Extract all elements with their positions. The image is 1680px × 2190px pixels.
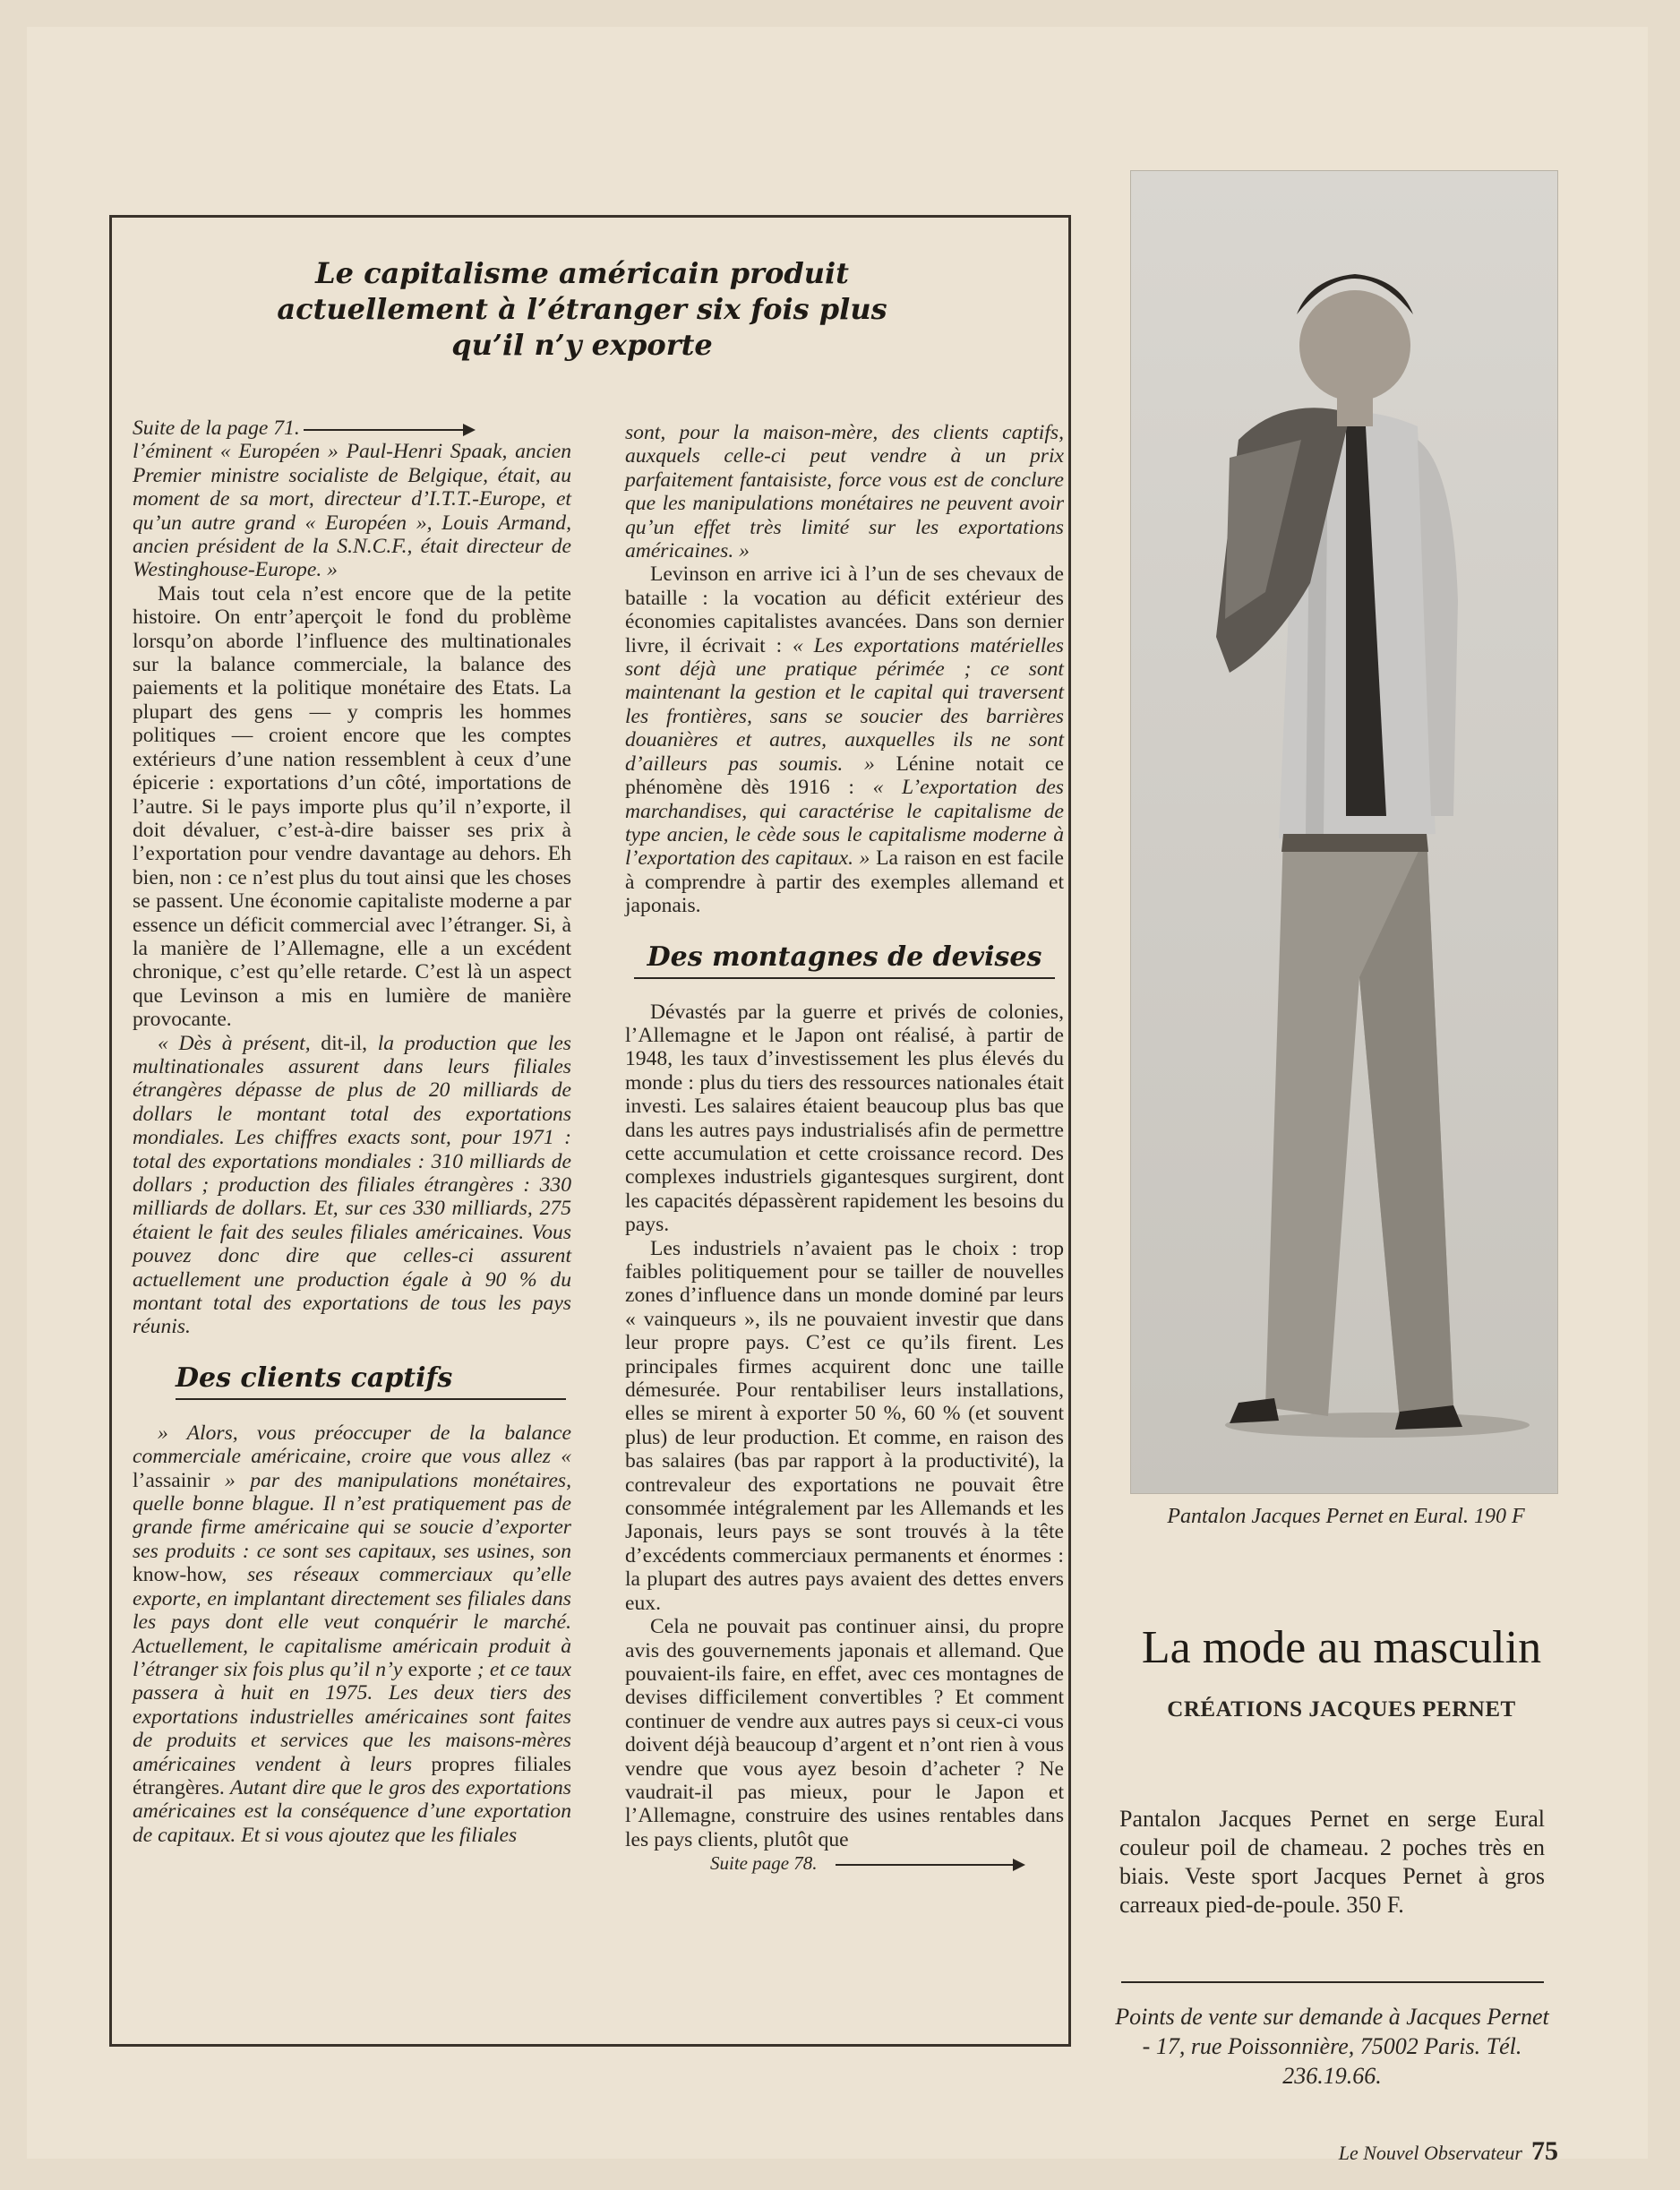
text-run: ses réseaux commerciaux qu’elle exporte, en implantant directement ses filiales dans les pays dont elle veut conquérir le marché. Actuellement, le capitalisme américain produit à l’étranger six fois plus qu’il n’y: [133, 1563, 571, 1681]
divider: [1121, 1981, 1544, 1983]
page-number: 75: [1531, 2136, 1558, 2166]
fashion-title: La mode au masculin: [1141, 1622, 1542, 1673]
continued-from-text: Suite de la page 71.: [133, 417, 300, 440]
text-run: exporte: [407, 1657, 472, 1681]
section-heading: Des clients captifs: [176, 1362, 566, 1400]
text-run: ; et ce taux passera à huit en 1975. Les deux tiers des exportations industrielles américaines sont faites de produits et services que les maisons-mères américaines vendent à leurs: [133, 1657, 571, 1776]
right-arrow-icon: [304, 429, 474, 431]
paragraph: Les industriels n’avaient pas le choix : trop faibles politiquement pour se tailler de nouvelles zones d’influence dans un monde dominé par leurs « vainqueurs », ils ne pouvaient investir que dans leur propre pays. C’est ce qu’ils firent. Les principales firmes acquirent donc une taille démesurée. Pour rentabiliser leurs installations, elles se mirent à exporter 50 %, 60 % (et souvent plus) de leur production. Et comme, en raison des bas salaires (bas par rapport à la productivité), la contrevaleur des exportations ne pouvait être consommée intégralement par les Allemands et les Japonais, leurs pays se sont trouvés à la tête d’excédents commerciaux permanents et énormes : la plupart des autres pays avaient des dettes envers eux.: [625, 1236, 1064, 1615]
fashion-description: Pantalon Jacques Pernet en serge Eural couleur poil de chameau. 2 poches très en biais. Veste sport Jacques Pernet à gros carreaux pied-de-poule. 350 F.: [1119, 1806, 1545, 1918]
article-column-2: [625, 421, 1064, 1876]
photo-caption: Pantalon Jacques Pernet en Eural. 190 F: [1167, 1505, 1525, 1528]
fashion-subtitle: CRÉATIONS JACQUES PERNET: [1167, 1697, 1516, 1722]
quote-attribution: dit-il,: [310, 1031, 378, 1055]
article-column-1: [133, 417, 571, 1847]
text-run: « Les exportations matérielles sont déjà une pratique périmée ; ce sont maintenant la gestion et le capital qui traversent les frontières, sans se soucier des barrières douanières et autres, auxquelles ils ne sont d’ailleurs pas soumis. »: [625, 633, 1064, 776]
text-run: propres filiales étrangères.: [133, 1752, 571, 1799]
paragraph: [625, 563, 1064, 917]
section-heading: Des montagnes de devises: [634, 941, 1055, 979]
continued-from-label: [133, 417, 571, 440]
man-in-suit-illustration: [1131, 171, 1558, 1494]
text-run: Autant dire que le gros des exportations américaines est la conséquence d’une exportation de capitaux. Et si vous ajoutez que les filiales: [133, 1775, 571, 1847]
magazine-name: Le Nouvel Observateur: [1338, 2142, 1522, 2164]
points-de-vente: Points de vente sur demande à Jacques Pernet - 17, rue Poissonnière, 75002 Paris. Tél. 236.19.66.: [1115, 2004, 1549, 2089]
article-headline: Le capitalisme américain produit actuellement à l’étranger six fois plus qu’il n’y exporte: [277, 256, 887, 362]
page-footer: [1272, 2136, 1558, 2167]
continued-on-text: Suite page 78.: [710, 1852, 818, 1875]
paragraph: [133, 1421, 571, 1847]
text-run: » Alors, vous préoccuper de la balance commerciale américaine, croire que vous allez «: [133, 1421, 571, 1469]
paragraph: l’éminent « Européen » Paul-Henri Spaak, ancien Premier ministre socialiste de Belgique, était, au moment de sa mort, directeur d’I.T.T.-Europe, et qu’un autre grand « Européen », Louis Armand, ancien président de la S.N.C.F., était directeur de Westinghouse-Europe. »: [133, 440, 571, 582]
text-run: know-how,: [133, 1563, 227, 1587]
text-run: Levinson en arrive ici à l’un de ses chevaux de bataille : la vocation au déficit extérieur des économies capitalistes avancées. Dans son dernier livre, il écrivait :: [625, 563, 1064, 657]
quote-body: la production que les multinationales assurent dans leurs filiales étrangères dépasse de plus de 20 milliards de dollars le montant total des exportations mondiales. Les chiffres exacts sont, pour 1971 : total des exportations mondiales : 310 milliards de dollars ; production des filiales étrangères : 330 milliards de dollars. Et, sur ces 330 milliards, 275 étaient le fait des seules filiales américaines. Vous pouvez donc dire que celles-ci assurent actuellement une production égale à 90 % du montant total des exportations de tous les pays réunis.: [133, 1031, 571, 1339]
fashion-photo: [1130, 170, 1558, 1494]
text-run: l’assainir: [133, 1468, 210, 1492]
paragraph: Dévastés par la guerre et privés de colonies, l’Allemagne et le Japon ont réalisé, à partir de 1948, les taux d’investissement les plus élevés du monde : plus du tiers des ressources nationales était investi. Les salaires étaient beaucoup plus bas que dans les autres pays industrialisés afin de permettre cette accumulation et cette croissance record. Des complexes industriels gigantesques surgirent, dont les capacités dépassèrent rapidement les besoins du pays.: [625, 1000, 1064, 1237]
continued-on-label: [625, 1851, 1064, 1875]
right-arrow-icon: [836, 1864, 1024, 1866]
text-run: » par des manipulations monétaires, quelle bonne blague. Il n’est pratiquement pas de grande firme américaine qui se soucie d’exporter ses produits : ce sont ses capitaux, ses usines, son: [133, 1468, 571, 1563]
paragraph: sont, pour la maison-mère, des clients captifs, auxquels celle-ci peut vendre à un prix parfaitement fantaisiste, force vous est de conclure que les manipulations monétaires ne peuvent avoir qu’un effet très limité sur les exportations américaines. »: [625, 421, 1064, 563]
paragraph: [133, 1032, 571, 1339]
paragraph: Cela ne pouvait pas continuer ainsi, du propre avis des gouvernements japonais et allemand. Que pouvaient-ils faire, en effet, avec ces montagnes de devises difficilement convertibles ? Et comment continuer de vendre aux autres pays si ceux-ci vous doivent déjà beaucoup d’argent et n’ont rien à vous vendre que vous ayez besoin d’acheter ? Ne vaudrait-il pas mieux, pour le Japon et l’Allemagne, construire des usines rentables dans les pays clients, plutôt que: [625, 1615, 1064, 1851]
text-run: « L’exportation des marchandises, qui caractérise le capitalisme de type ancien, le cède sous le capitalisme moderne à l’exportation des capitaux. »: [625, 776, 1064, 871]
text-run: La raison en est facile à comprendre à partir des exemples allemand et japonais.: [625, 846, 1064, 918]
quote-start: « Dès à présent,: [158, 1031, 311, 1055]
text-run: Lénine notait ce phénomène dès 1916 :: [625, 751, 1064, 800]
paragraph: Mais tout cela n’est encore que de la petite histoire. On entr’aperçoit le fond du problème lorsqu’on aborde l’influence des multinationales sur la balance commerciale, la balance des paiements et la politique monétaire des Etats. La plupart des gens — y compris les hommes politiques — croient encore que les comptes extérieurs d’une nation ressemblent à ceux d’une épicerie : exportations d’un côté, importations de l’autre. Si le pays importe plus qu’il n’exporte, il doit dévaluer, c’est-à-dire baisser ses prix à l’exportation pour vendre davantage au dehors. Eh bien, non : ce n’est plus du tout ainsi que les choses se passent. Une économie capitaliste moderne a par essence un déficit commercial avec l’étranger. Si, à la manière de l’Allemagne, elle a un excédent chronique, c’est qu’elle retarde. C’est là un aspect que Levinson a mis en lumière de manière provocante.: [133, 581, 571, 1032]
